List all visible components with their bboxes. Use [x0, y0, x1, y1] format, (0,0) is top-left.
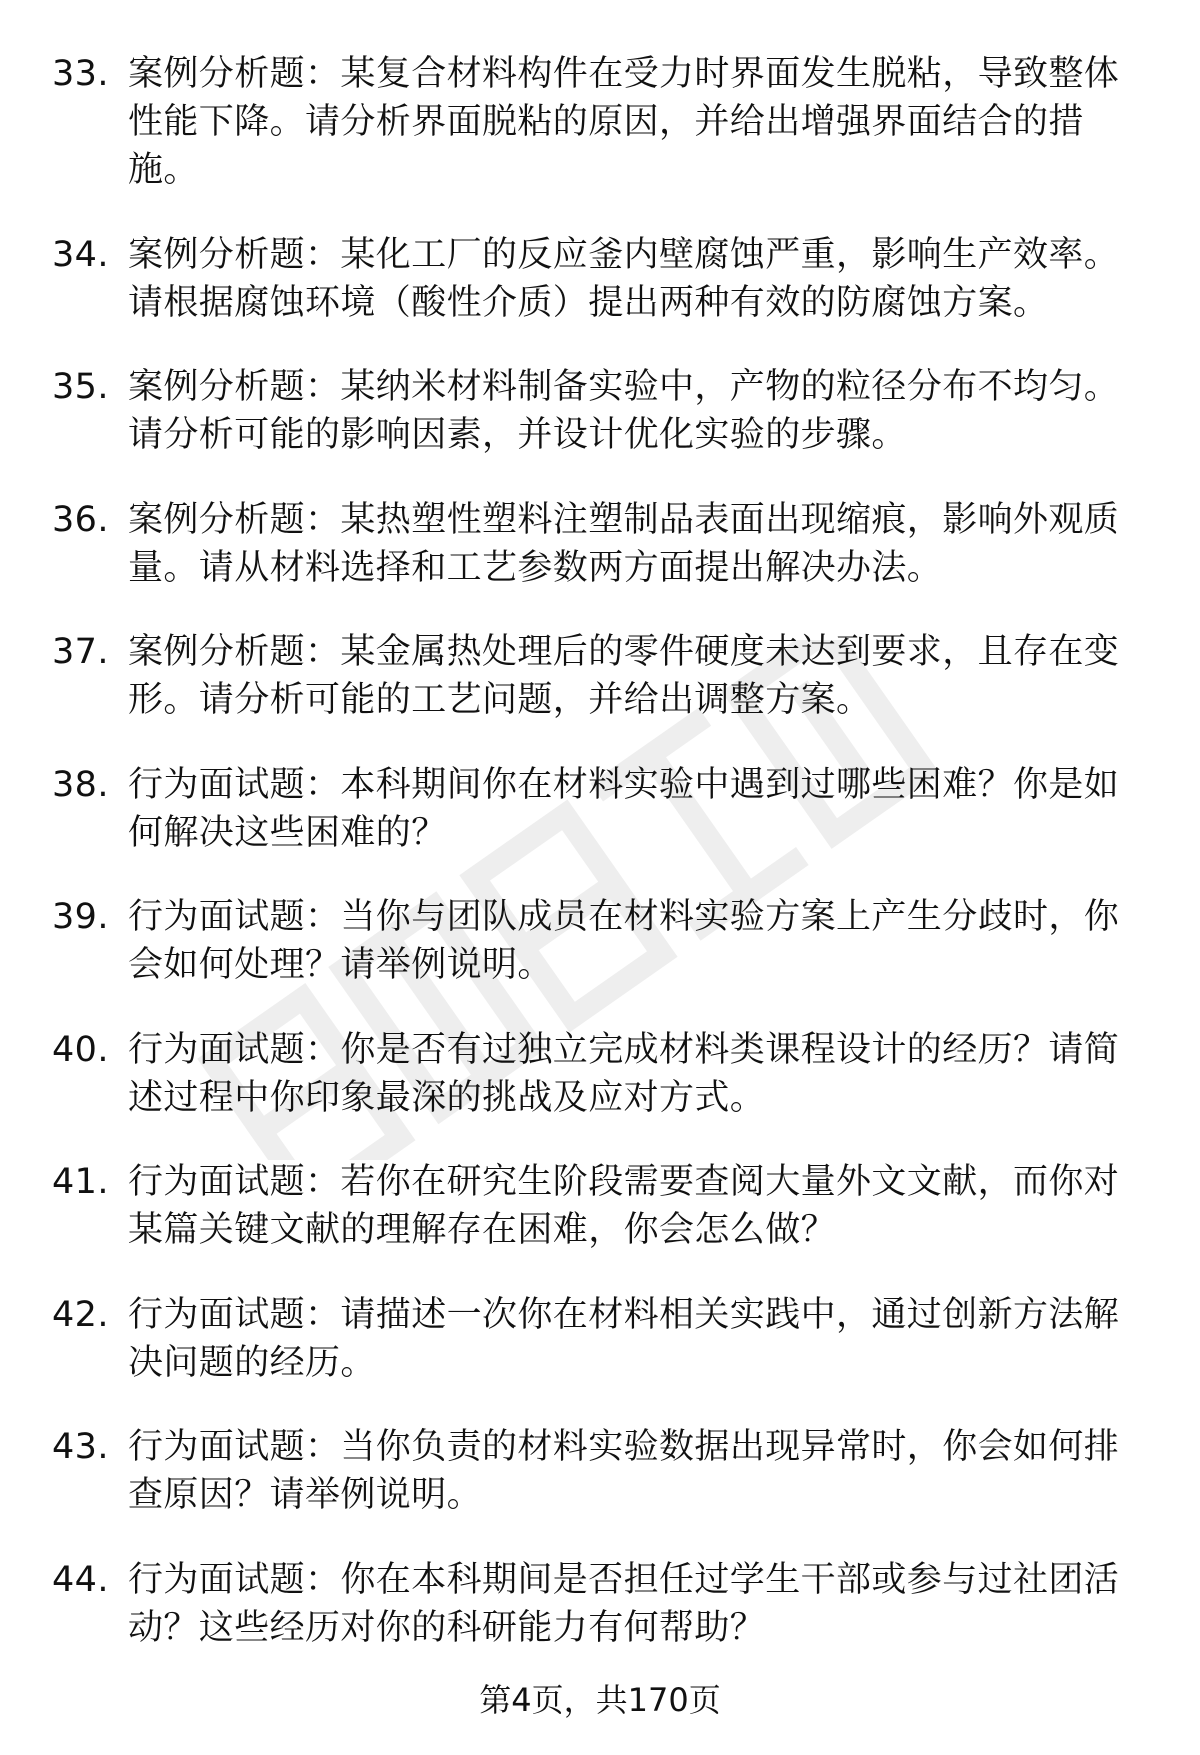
question-number: 34. — [52, 234, 109, 275]
question-number: 35. — [52, 367, 109, 407]
question-item — [0, 496, 1200, 592]
question-item — [0, 50, 1200, 194]
question-number: 38. — [52, 764, 109, 805]
question-number: 33. — [52, 54, 109, 94]
question-item — [0, 1556, 1200, 1652]
question-item — [0, 1291, 1200, 1387]
question-number: 36. — [52, 499, 109, 540]
question-text: 行为面试题：你在本科期间是否担任过学生干部或参与过社团活动？这些经历对你的科研能力有何帮助？ — [128, 1559, 1120, 1648]
question-text: 行为面试题：当你负责的材料实验数据出现异常时，你会如何排查原因？请举例说明。 — [128, 1427, 1120, 1515]
question-text: 行为面试题：本科期间你在材料实验中遇到过哪些困难？你是如何解决这些困难的？ — [128, 764, 1120, 853]
question-text: 案例分析题：某金属热处理后的零件硬度未达到要求，且存在变形。请分析可能的工艺问题，并给出调整方案。 — [128, 632, 1120, 720]
question-text: 案例分析题：某化工厂的反应釜内壁腐蚀严重，影响生产效率。请根据腐蚀环境（酸性介质）提出两种有效的防腐蚀方案。 — [128, 234, 1120, 323]
question-text: 行为面试题：若你在研究生阶段需要查阅大量外文文献，而你对某篇关键文献的理解存在困难，你会怎么做？ — [128, 1162, 1120, 1250]
question-number: 41. — [52, 1162, 109, 1202]
question-text: 案例分析题：某纳米材料制备实验中，产物的粒径分布不均匀。请分析可能的影响因素，并设计优化实验的步骤。 — [128, 367, 1120, 455]
question-item — [0, 231, 1200, 327]
page-footer: 第4页，共170页 — [479, 1681, 721, 1719]
question-item — [0, 1423, 1200, 1519]
question-number: 42. — [52, 1294, 109, 1335]
question-number: 39. — [52, 897, 109, 937]
question-item — [0, 1026, 1200, 1122]
question-number: 37. — [52, 632, 109, 672]
question-number: 43. — [52, 1427, 109, 1467]
question-text: 案例分析题：某复合材料构件在受力时界面发生脱粘，导致整体性能下降。请分析界面脱粘的原因，并给出增强界面结合的措施。 — [128, 54, 1120, 190]
question-item — [0, 761, 1200, 857]
question-item — [0, 628, 1200, 724]
question-text: 行为面试题：请描述一次你在材料相关实践中，通过创新方法解决问题的经历。 — [128, 1294, 1120, 1383]
question-text: 行为面试题：当你与团队成员在材料实验方案上产生分歧时，你会如何处理？请举例说明。 — [128, 897, 1120, 985]
question-number: 40. — [52, 1029, 109, 1070]
question-number: 44. — [52, 1559, 109, 1600]
question-text: 行为面试题：你是否有过独立完成材料类课程设计的经历？请简述过程中你印象最深的挑战及应对方式。 — [128, 1029, 1120, 1118]
question-list — [0, 50, 1200, 1688]
question-item — [0, 1158, 1200, 1254]
question-item — [0, 363, 1200, 459]
question-item — [0, 893, 1200, 989]
question-text: 案例分析题：某热塑性塑料注塑制品表面出现缩痕，影响外观质量。请从材料选择和工艺参数两方面提出解决办法。 — [128, 499, 1120, 588]
